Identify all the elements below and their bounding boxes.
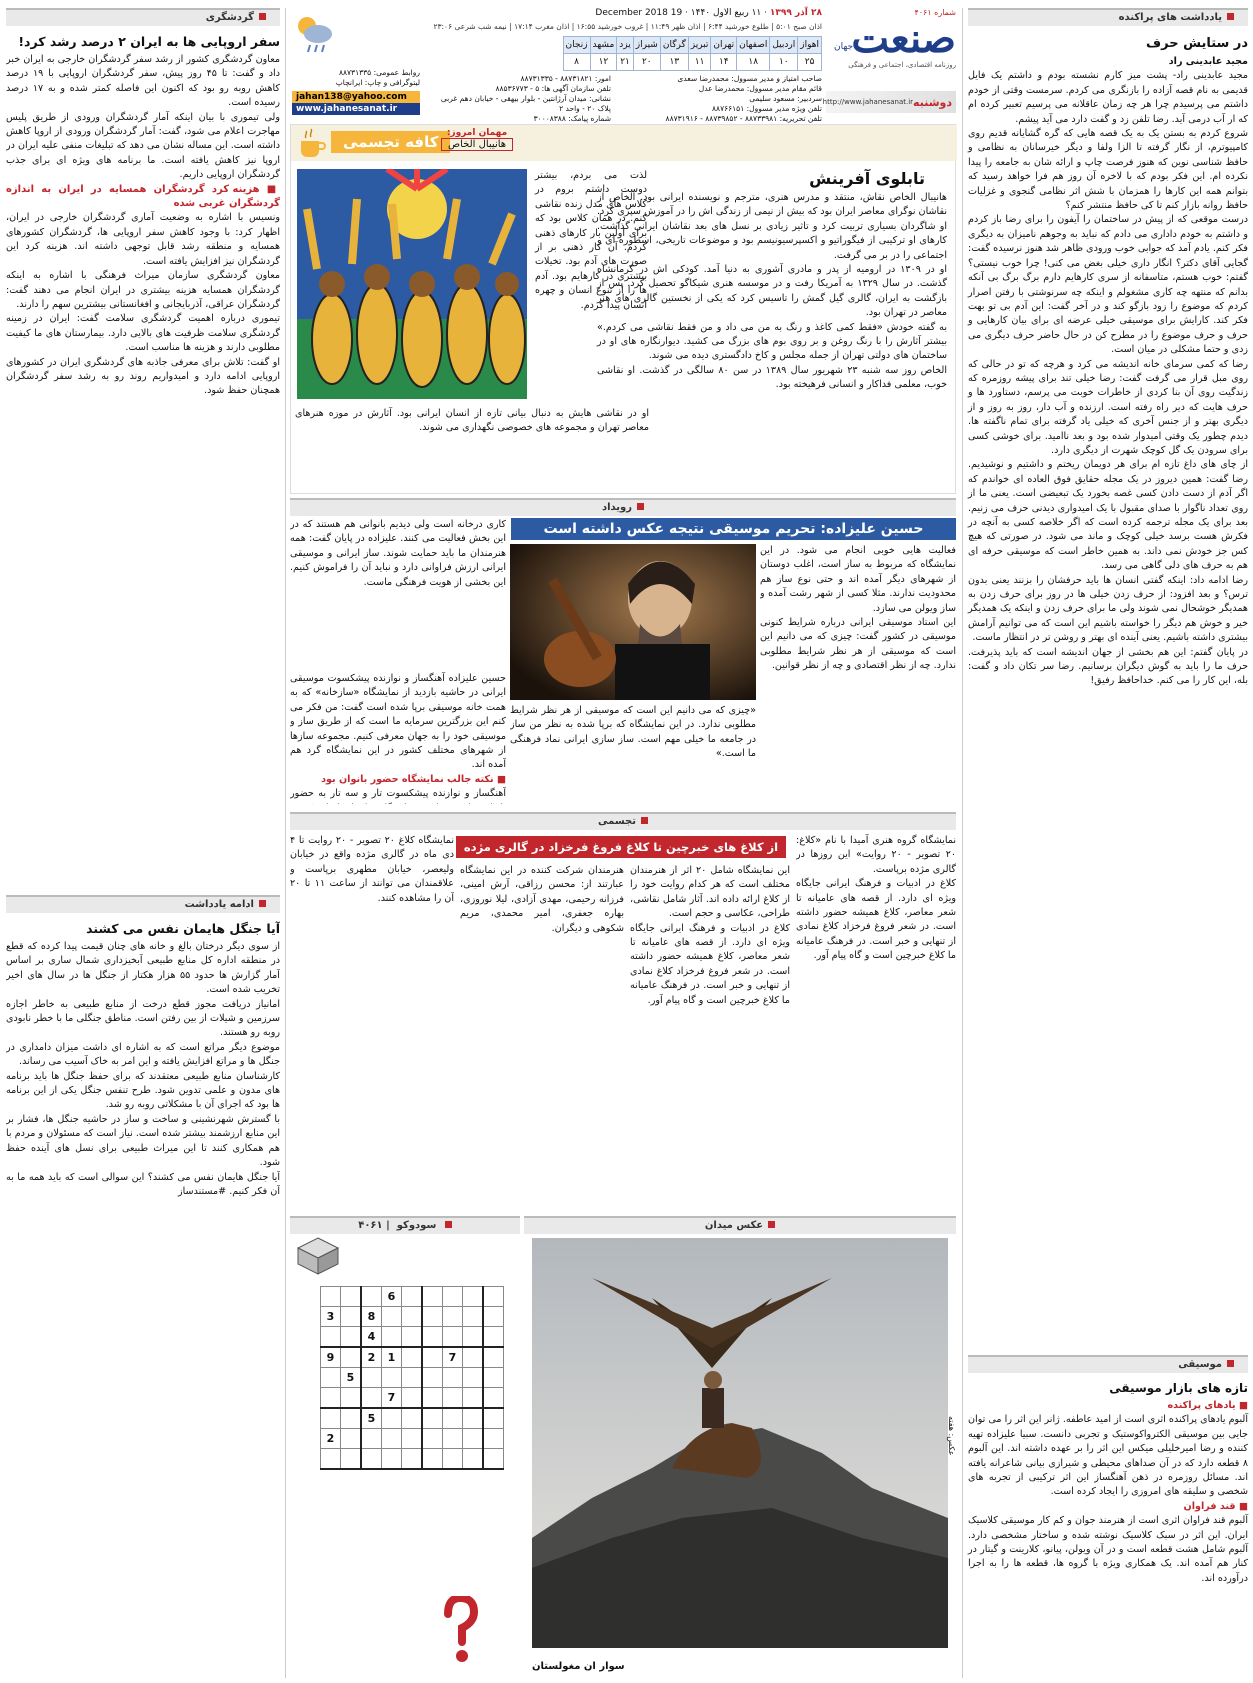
sudoku-cell[interactable] [483,1307,504,1327]
tourism-column [6,8,280,888]
sudoku-cell[interactable] [483,1449,504,1470]
section-header: یادداشت های پراکنده [968,8,1248,26]
sudoku-cell[interactable] [463,1347,484,1368]
article-paragraph: هانیبال الخاص نقاش، منتقد و مدرس هنری، مترجم و نویسنده ایرانی بود. الخاص از نقاشان نوگرای معاصر ایران بود که بیش از نیمی از زندگی اش را در آموزش سپری کرد. او شاگردان بسیاری تربیت کرد و تاثیر زیادی بر نسل های بعد نقاشان ایرانی گذاشت. کارهای او ترکیبی از فیگوراتیو و اکسپرسیونیسم بود و موضوعات تاریخی، اسطوره ای و اجتماعی را در بر می گرفت. [597,192,947,261]
sudoku-cell[interactable]: 7 [382,1388,402,1409]
article-paragraph: نمایشگاه کلاغ ۲۰ تصویر - ۲۰ روایت تا ۴ دی ماه در گالری مژده واقع در خیابان ولیعصر، خیابان مطهری برپاست و علاقمندان می توانند از ساعت ۱۱ تا ۲۰ آن را مشاهده کنند. [290,835,454,904]
section-header: ادامه یادداشت [6,895,280,913]
cafe-section [290,124,956,494]
article-subhead: ■ هزینه کرد گردشگران همسایه در ایران به اندازه گردشگران غربی شده [6,183,280,210]
sudoku-cell[interactable] [341,1347,362,1368]
sudoku-cell[interactable] [402,1449,423,1470]
sudoku-cell[interactable] [463,1408,484,1429]
date-line: ۲۸ آذر ۱۳۹۹ · ۱۱ ربیع الاول ۱۴۴۰ · 19 December 2018 [595,8,822,18]
masthead [290,8,956,123]
sudoku-cell[interactable] [402,1287,423,1307]
puzzle-label: سودوکو [396,1220,437,1231]
logo: صنعت [851,15,956,62]
article-paragraph: حسین علیزاده آهنگساز و نوازنده پیشکسوت موسیقی ایرانی در حاشیه بازدید از نمایشگاه «سازخانه» که به همت خانه موسیقی برپا شده است گفت: من فکر می کنم این بزرگترین سرمایه ما است که از طریق ساز و موسیقی خود را به جهان معرفی کنیم. مجموعه سازها از شهرهای مختلف کشور در این نمایشگاه گرد هم آمده اند. [290,673,506,771]
article-paragraph: موضوع دیگر مراتع است که به اشاره ای داشت میزان دامداری در جنگل ها و مراتع افزایش یافته و این امر به خاک آسیب می رساند. [6,1041,280,1068]
sudoku-cell[interactable] [321,1287,341,1307]
sudoku-cell[interactable] [463,1307,484,1327]
sudoku-cell[interactable] [483,1429,504,1449]
pray-times: اذان صبح ۵:۰۱ | طلوع خورشید ۶:۴۴ | اذان ظهر ۱۱:۴۹ | غروب خورشید ۱۶:۵۵ | اذان مغرب ۱۷:۱۴ | نیمه شب شرعی ۲۳:۰۶ [433,22,822,31]
article-paragraph: لذت می بردم، بیشتر دوست داشتم بروم در کلاس های مدل زنده نقاشی کنم. در همان کلاس بود که برای اولین بار کارهای ذهنی کردم. آن کار ذهنی بر از صورت های آدم بود. تخیلات بیشتری در کارهایم بود. آدم ها را از تنوع انسان و چهره انسان پیدا کردم. [535,170,647,311]
article-paragraph: «چیزی که می دانیم این است که موسیقی از هر نظر شرایط مطلوبی ندارد. در این نمایشگاه که برپا شده به نظر من ساز در جامعه ما خیلی مهم است. ساز سازی ایرانی نماد فرهنگی ما است.» [510,705,756,760]
news-section [290,498,956,808]
article-paragraph: تیموری درباره اهمیت گردشگری سلامت گفت: ایران در زمینه گردشگری سلامت ظرفیت های بالایی دارد. بیمارستان های ما کیفیت مطلوبی دارند و هزینه ها مناسب است. [6,313,280,354]
weather-city: شیراز [633,37,660,54]
sudoku-cell[interactable]: 2 [361,1347,382,1368]
article-paragraph: او گفت: تلاش برای معرفی جاذبه های گردشگری ایران در کشورهای اروپایی ادامه دارد و امیدواریم روند رو به رشد سفر گردشگران همچنان حفظ شود. [6,356,280,397]
address-line: شماره پیامک: ۳۰۰۰۸۳۸۸ [533,114,611,123]
article-paragraph: آیا جنگل هایمان نفس می کشند؟ این سوالی است که باید همه ما به آن فکر کنیم. #مستندساز [6,1171,280,1197]
staff-line: صاحب امتیاز و مدیر مسوول: محمدرضا سعدی [677,74,822,83]
sudoku-cell[interactable]: 7 [443,1347,463,1368]
sudoku-cell[interactable]: 4 [361,1327,382,1348]
staff-line: تلفن تحریریه: ۸۸۷۳۳۹۸۱ - ۸۸۷۳۹۸۵۲ - ۸۸۷۳۱۹۱۶ [665,114,822,123]
music-title: تازه های بازار موسیقی [1109,1381,1248,1395]
weather-city: تبریز [688,37,711,54]
sudoku-cell[interactable] [483,1408,504,1429]
article-paragraph: هنرمندان شرکت کننده در این نمایشگاه عبارتند از: محسن رزاقی، آرش امینی، فرزانه رحیمی، مهدی آزادی، لیلا نوروزی، بهاره جعفری، امیر محمدی، مریم شکوهی و دیگران. [460,865,624,934]
gallery-section [290,812,956,1210]
sudoku-cell[interactable] [483,1368,504,1388]
guest-box [441,128,513,151]
service-line: روابط عمومی: ۸۸۷۳۱۳۳۵ [338,68,420,77]
article-paragraph: فعالیت هایی خوبی انجام می شود. در این نمایشگاه که مربوط به ساز است، اغلب دوستان از شهرهای دیگر آمده اند و حتی نوع ساز هم محدودیت ندارند. مثلا کسی از شهر رشت آمده و ساز ویولن می سازد. [760,545,956,614]
article-paragraph: کلاغ در ادبیات و فرهنگ ایرانی جایگاه ویژه ای دارد. از قصه های عامیانه تا شعر معاصر، کلاغ همیشه حضور داشته است. در شعر فروغ فرخزاد کلاغ نمادی از تنهایی و خبر است. در فرهنگ عامیانه ما کلاغ خبرچین است و گاه پیام آور. [630,922,790,1006]
sudoku-cell[interactable] [321,1449,341,1470]
sudoku-cell[interactable] [402,1347,423,1368]
note-column [6,895,280,1678]
cafe-quote [535,169,647,313]
sudoku-cell[interactable] [361,1368,382,1388]
article-paragraph: رضا ادامه داد: اینکه گفتی انسان ها باید حرفشان را بزنند یعنی بدون ترس؟ و بعد افزود: از حرف زدن خیلی ها در روز برای حرف زدن به همدیگر خوشحال نمی شوند ولی ما برای حرف زدن و اینکه یک همدیگر خیر و خوش هم دیگر را خواسته باشیم این است که می توانیم آرامش بیشتری داشته باشیم. یعنی آینده ای بهتر و روشن تر در انتظار ماست. [968,574,1248,644]
photo-caption: سوار ان مغولستان [532,1661,625,1672]
sudoku-cell[interactable] [361,1449,382,1470]
weather-city: اردبیل [770,37,798,54]
logo-block [822,8,956,120]
logo-sub: جهان [834,42,854,52]
sudoku-cell[interactable] [402,1408,423,1429]
section-header: رویداد [290,498,956,516]
address-line: نشانی: میدان آرژانتین - بلوار بیهقی - خیابان دهم غربی [440,94,611,103]
article-paragraph: امانیاز دریافت مجوز قطع درخت از منابع طبیعی به خاطر اجازه سرزمین و شیلات از بین رفتن است. مناطق جنگلی ما با خطر نابودی روبه رو هستند. [6,998,280,1039]
sudoku-cell[interactable] [483,1388,504,1409]
article-paragraph: آهنگساز و نوازنده پیشکسوت تار و سه تار به حضور [290,788,506,800]
sudoku-cell[interactable] [463,1287,484,1307]
address-line: امور: ۸۸۷۳۱۸۲۱ - ۸۸۷۳۱۳۳۵ [520,74,611,83]
weather-city: یزد [617,37,633,54]
weather-temp: ۱۰ [770,54,798,71]
article-paragraph: او در نقاشی هایش به دنبال بیانی تازه از انسان ایرانی بود. آثارش در موزه هنرهای معاصر تهران و مجموعه های خصوصی نگهداری می شوند. [295,408,649,434]
section-header: تجسمی [290,812,956,830]
section-header: گردشگری [6,8,280,26]
sudoku-cell[interactable] [382,1368,402,1388]
sudoku-cell[interactable] [443,1429,463,1449]
staff-line: قائم مقام مدیر مسوول: محمدرضا عدل [698,84,822,93]
site-url[interactable]: http://www.jahanesanat.ir [822,98,914,106]
sudoku-cell[interactable]: 9 [321,1347,341,1368]
sudoku-cell[interactable] [463,1368,484,1388]
field-photo [532,1238,948,1648]
weather-temp: ۲۵ [798,54,822,71]
article-author: مجید عابدینی راد [1168,56,1248,67]
sudoku-cell[interactable] [483,1347,504,1368]
article-paragraph: از چای های داغ تازه ام برای هر دویمان ریختم و داشتیم و نوشیدیم. رضا گفت: همین دیروز در یک مجله حقایق فوق العاده ای خواندم که اگر آدم از دست دادن کسی غصه بخورد یک تبعیضی است. یعنی ما از روی تعداد ناگوار با صدای مقبول با یک امیدواری دیدنی حرف می زنیم. بعد برای یک مجله ترجمه کرده است که اگر خلاصه کسی به آنچه در فکرش هست برسد خیلی کوچک و ماند می شود. در صورتی که هیچ کس جز خودش نمی داند. به همین خاطر است که موسیقی حرفه ای هم به حرف های دلی گاهی می رسد. [968,459,1248,572]
sudoku-cell[interactable] [422,1429,443,1449]
guest-label: مهمان امروز: [446,128,508,138]
weather-city: اصفهان [737,37,770,54]
sudoku-cell[interactable] [361,1429,382,1449]
sudoku-cell[interactable] [321,1327,341,1348]
weekday: دوشنبه [913,95,952,109]
sudoku-cell[interactable] [483,1327,504,1348]
weather-temp: ۱۸ [737,54,770,71]
service-line: لیتوگرافی و چاپ: ایرانچاپ [335,78,420,87]
puzzle-number: ۴۰۶۱ [358,1220,383,1231]
weather-temp: ۸ [563,54,590,71]
sudoku-cell[interactable] [382,1449,402,1470]
address-box [421,74,611,124]
site-banner[interactable]: www.jahanesanat.ir [292,103,420,115]
article-paragraph: در پایان گفتم: این هم بخشی از جهان اندیشه است که باید پذیرفت. حرف ما را باید به گوش دیگران برسانیم. رضا سر تکان داد و گفت: بله، این کار را می کنم. خداحافظ رفیق! [968,646,1248,687]
music-item-text: آلبوم یادهای پراکنده اثری است از امید عاطفه. ژانر این اثر را می توان جایی بین موسیقی الکترواکوستیک و تجربی دانست. سبیا علیزاده تهیه کننده و رضا امیرخلیلی میکس این اثر را بر عهده داشته اند. این آلبوم ۸ قطعه دارد که در آن صداهای محیطی و شیرازی بیانی شاعرانه یافته اند. مسائل روزمره در ذهن آهنگساز این اثر ترکیبی از تجربه های شخصی و سلیقه های امروزی را ایجاد کرده است. [968,1414,1248,1498]
sudoku-cell[interactable]: 1 [382,1347,402,1368]
article-paragraph: با گسترش شهرنشینی و ساخت و ساز در حاشیه جنگل ها، فشار بر این منابع ارزشمند بیشتر شده است. نیاز است که مسئولان و مردم با هم همکاری کنند تا این میراث طبیعی برای نسل های آینده حفظ شود. [6,1113,280,1169]
sudoku-cell[interactable] [341,1327,362,1348]
address-line: تلفن سازمان آگهی ها: ۵ - ۸۸۵۳۶۷۷۳ [495,84,611,93]
cafe-banner [291,125,957,161]
date-fa: ۲۸ آذر ۱۳۹۹ [769,8,822,18]
sudoku-cell[interactable] [483,1287,504,1307]
cafe-title-banner: کافه تجسمی [331,131,450,153]
weather-city: مشهد [590,37,617,54]
article-paragraph: معاون گردشگری کشور از رشد سفر گردشگران خارجی به ایران خبر داد و گفت: تا ۴۵ روز پیش، سفر گردشگران اروپایی با ۱۹ درصد کاهش روبه رو بود که اکنون این فاصله کمتر شده و به ۱۷ درصد رسیده است. [6,54,280,109]
article-paragraph: الخاص روز سه شنبه ۲۳ شهریور سال ۱۳۸۹ در سن ۸۰ سالگی در گذشت. او نقاشی خوب، معلمی فداکار و انسانی فرهیخته بود. [597,364,947,391]
email-banner[interactable]: jahan138@yahoo.com [292,91,420,103]
question-mark-icon [440,1596,480,1670]
article-paragraph: از سوی دیگر درختان بالغ و خانه های چنان قیمت پیدا کرده که قطع در منطقه اداره کل منابع طبیعی آبخیزداری شمال ساری بر اساس آمار گزارش ها حدود ۵۵ هزار هکتار از جنگل ها در سال های اخیر تخریب شده است. [6,941,280,996]
news-title-bar: حسین علیزاده: تحریم موسیقی نتیجه عکس داشته است [511,518,956,540]
sudoku-cell[interactable] [443,1388,463,1409]
weather-table [563,36,822,71]
weather-city: زنجان [563,37,590,54]
sudoku-grid[interactable] [320,1286,504,1470]
sudoku-cell[interactable] [443,1287,463,1307]
weather-city: تهران [711,37,737,54]
sudoku-cell[interactable]: 5 [341,1368,362,1388]
sudoku-cell[interactable] [382,1429,402,1449]
sudoku-cell[interactable]: 3 [321,1307,341,1327]
staff-line: تلفن ویژه مدیر مسوول: ۸۸۷۶۶۱۵۱ [712,104,822,113]
weather-temp: ۱۳ [660,54,688,71]
weather-city: اهواز [798,37,822,54]
article-paragraph: معاون گردشگری سازمان میراث فرهنگی با اشاره به اینکه گردشگران همسایه هزینه بیشتری در ایران انجام می دهند گفت: گردشگران عراقی، آذربایجانی و افغانستانی بیشترین سهم را دارند. [6,270,280,310]
photo-section [524,1216,956,1678]
date-en: 19 December 2018 [595,8,683,18]
article-paragraph: این استاد موسیقی ایرانی درباره شرایط کنونی موسیقی در کشور گفت: چیزی که می دانیم این است که موسیقی از هر نظر شرایط مطلوبی ندارد. چه از نظر اقتصادی و چه از نظر قوانین. [760,617,956,672]
sudoku-cell[interactable] [443,1449,463,1470]
sudoku-cell[interactable] [402,1368,423,1388]
sudoku-cell[interactable] [443,1307,463,1327]
sudoku-cell[interactable]: 2 [321,1429,341,1449]
sudoku-cell[interactable] [422,1327,443,1348]
sudoku-cell[interactable] [463,1449,484,1470]
article-paragraph: کارشناسان منابع طبیعی معتقدند که برای حفظ جنگل ها باید برنامه های مدون و علمی تدوین شود. طرح تنفس جنگل یکی از این برنامه ها بود که اجرای آن با مشکلاتی روبه رو شد. [6,1070,280,1111]
music-box [968,1355,1248,1678]
article-title: در ستایش حرف [1146,36,1248,51]
weather-icon [292,12,336,56]
cafe-text [597,191,947,393]
sudoku-cell[interactable] [422,1388,443,1409]
news-photo [510,544,756,700]
logo-band [822,91,956,113]
sudoku-cell[interactable] [341,1307,362,1327]
sudoku-cell[interactable]: 6 [382,1287,402,1307]
guest-name: هانیبال الخاص [441,138,513,151]
sudoku-cell[interactable] [321,1388,341,1409]
sudoku-cell[interactable]: 8 [361,1307,382,1327]
weather-temp: ۱۴ [711,54,737,71]
sudoku-cell[interactable] [422,1368,443,1388]
section-header: عکس میدان [524,1216,956,1234]
article-paragraph: این نمایشگاه شامل ۲۰ اثر از هنرمندان مختلف است که هر کدام روایت خود را از کلاغ ارائه داده اند. آثار شامل نقاشی، طراحی، عکاسی و حجم است. [630,865,790,920]
staff-line: سردبیر: مسعود سلیمی [749,94,822,103]
article-paragraph: رضا که کمی سرمای خانه اندیشه می کرد و هرچه که تو در حالی که روی مبل قرار می گرفت گفت: رضا خیلی تند برای پیشه روزمره که زندگیت روی آن بنا کردی از خاطرات خوبت می پرسم، دستاورد ها و حرف هایت که دیر راه رفته است. ارزنده و آب دار، روز به روز و از دیگری بهتر و از جنس آخری که خیلی یاد گرفته برای تمام ناگفته ها. دیدم چطور یک وقتی امیدوار شده بود و بعد ناامید. برای خوشی کسی برای سرودن یک گل کوچک شهرت از دیگری دارد. [968,358,1248,456]
painting-image [297,169,527,399]
sudoku-cell[interactable] [341,1287,362,1307]
article-paragraph: کلاغ در ادبیات و فرهنگ ایرانی جایگاه ویژه ای دارد. از قصه های عامیانه تا شعر معاصر، کلاغ همیشه حضور داشته است. در شعر فروغ فرخزاد کلاغ نمادی از تنهایی و خبر است. در فرهنگ عامیانه ما کلاغ خبرچین است و گاه پیام آور. [796,878,956,962]
sudoku-cell[interactable] [402,1307,423,1327]
sudoku-cell[interactable] [321,1368,341,1388]
sudoku-cell[interactable] [341,1449,362,1470]
article-paragraph: ونسیس با اشاره به وضعیت آماری گردشگران خارجی در ایران، اظهار کرد: با وجود کاهش سفر اروپایی ها، گردشگران کشورهای همسایه و منطقه رشد قابل توجهی داشته اند. هزینه کرد این گردشگران نیز افزایش یافته است. [6,212,280,267]
music-item-head: ■ قند فراوان [1183,1500,1248,1512]
sudoku-cell[interactable] [422,1287,443,1307]
article-paragraph: مجید عابدینی راد- پشت میز کارم نشسته بودم و داشتم یک فایل قدیمی به نام قصه آزاده را بازنگری می کردم. سرمست وقتی از خودم داشتم می پرسیدم چرا هر چه زمان عاقلانه می پرسیم تعبیر کرده ام که ار آب درمی آید. رضا تلفن زد و گفت دارد می آید پیشم. [968,70,1248,125]
sudoku-cell[interactable] [422,1307,443,1327]
section-header: موسیقی [968,1355,1248,1373]
sudoku-cell[interactable] [463,1327,484,1348]
sudoku-cell[interactable] [443,1327,463,1348]
sudoku-cell[interactable] [321,1408,341,1429]
music-item-head: ■ یادهای پراکنده [1167,1400,1248,1411]
sudoku-cell[interactable] [443,1408,463,1429]
sudoku-cell[interactable] [341,1388,362,1409]
article-paragraph: او در ۱۳۰۹ در ارومیه از پدر و مادری آشوری به دنیا آمد. کودکی اش در کرمانشاه گذشت. در سال ۱۳۲۹ به آمریکا رفت و در موسسه هنری شیکاگو تحصیل کرد. پس از بازگشت به ایران، گالری گیل گمش را تاسیس کرد که یکی از نخستین گالری های هنر معاصر در تهران بود. [597,264,947,319]
address-line: پلاک ۲۰ - واحد ۲ [559,104,611,113]
sudoku-cell[interactable] [341,1429,362,1449]
article-paragraph: شروع کردم به بستن یک به یک قصه هایی که گره گشایانه قدیم روی کامپیوترم، از نگار گرفته تا الزا ولفا و دیگر خیرسانان به نظامی و حافظ شناسی نوین که هنوز فرصت چاپ و ارائه شان به جامعه را پیدا نکرده ام. این فکر بودم که با لاخره آن روز هم فرا خواهد رسید که بتوانم همه این کارها را همزمان با شش اثر نظامی گنجوی و غزلیات حافظ روانه بازار کنم تا کی حافظ منتشر کنم؟ [968,128,1248,212]
sudoku-cell[interactable] [463,1388,484,1409]
article-subhead: ■ نکته جالب نمایشگاه حضور بانوان بود [321,773,506,785]
sudoku-cell[interactable] [463,1429,484,1449]
sudoku-cell[interactable] [443,1368,463,1388]
music-item-text: آلبوم قند فراوان اثری است از هنرمند جوان و کم کار موسیقی کلاسیک ایران. این اثر در سبک کلاسیک نوشته شده و ساختار مشخصی دارد. آلبوم شامل هشت قطعه است و در آن ویولن، پیانو، کلارینت و گیتار در کنار هم آمده اند. یک همکاری ویژه با گروه ها، قطعه ها را به اجرا درآورده اند. [968,1515,1248,1584]
article-title: آیا جنگل هایمان نفس می کشند [86,921,280,936]
sudoku-cell[interactable] [402,1388,423,1409]
sudoku-cell[interactable] [422,1408,443,1429]
date-ar: ۱۱ ربیع الاول ۱۴۴۰ [690,8,762,18]
coffee-icon [297,127,327,163]
sudoku-cell[interactable] [422,1449,443,1470]
sudoku-cell[interactable] [382,1307,402,1327]
sudoku-cell[interactable] [361,1388,382,1409]
sudoku-cell[interactable]: 5 [361,1408,382,1429]
gallery-title-bar: از کلاغ های خبرچین تا کلاغ فروغ فرخزاد در گالری مژده [456,836,786,858]
sudoku-cell[interactable] [382,1327,402,1348]
article-title: سفر اروپایی ها به ایران ۲ درصد رشد کرد! [18,34,280,49]
article-paragraph: نمایشگاه گروه هنری آمیدا با نام «کلاغ: ۲۰ تصویر - ۲۰ روایت» این روزها در گالری مژده برپاست. [796,835,956,875]
photo-credit: عکس: هفته [947,1416,956,1456]
sudoku-cell[interactable] [422,1347,443,1368]
article-paragraph: ولی تیموری با بیان اینکه آمار گردشگران ورودی از طریق پلیس مهاجرت اعلام می شود، گفت: آمار گردشگران ورودی از اروپا کاهش داشته است. این مساله نشان می دهد که تبلیغات منفی علیه ایران در اروپا نیز کاهش یافته است. ما برنامه های ویژه ای برای جذب گردشگران اروپایی داریم. [6,111,280,181]
weather-temp: ۲۰ [633,54,660,71]
article-paragraph: به گفته خودش «فقط کمی کاغذ و رنگ به من می داد و من فقط نقاشی می کردم.» بیشتر آثارش را با رنگ روغن و بر روی بوم های بزرگ می کشید. دیوارنگاره های او در ساختمان های دولتی تهران از جمله مجلس و کاخ دادگستری دیده می شوند. [597,321,947,362]
article-paragraph: درست موقعی که از پیش در ساختمان را آیفون را برای رضا باز کردم و داشتم به خودم داداری می دادم که نباید به وجوهم نامیزان به دیگری فکر کنم. یادم آمد که جوابی خوب ورودی ظاهر شد هنوز نرسیده گفت: گجایی آقای دکتر؟ انگار داری خیلی بغض می کنی! چرا خوب نیستی؟ گفتم: خوب هستم، متاسفانه از سری کارهایم دارم برگ برگ بی آنکه بدانم که منتهه چه کاری مشغولم و اینکه چه سرنوشتی با رفتن اصرار کردم که موضوع را زود بازگو کند و در آخر گفت: این آدم بی تو بهت فکر کند. کارایش برای موسیقی خیلی عرضه ای برای بیان کارهایی و حرف و حرف موضوع را در مطرح کن در حال حاضر حرف دیگری می زدی و حتما مشکلی در میان است. [968,214,1248,356]
weather-temp: ۱۲ [590,54,617,71]
sudoku-section [290,1216,520,1678]
sudoku-cell[interactable] [341,1408,362,1429]
tagline: روزنامه اقتصادی، اجتماعی و فرهنگی [848,61,956,69]
weather-temp: ۱۱ [688,54,711,71]
sudoku-cell[interactable] [402,1327,423,1348]
sudoku-cell[interactable] [402,1429,423,1449]
issue-number: شماره ۴۰۶۱ [914,8,956,17]
article-paragraph: کاری درخانه است ولی دیدیم بانوانی هم هستند که در این بخش فعالیت می کنند. علیزاده در پایان گفت: همه هنرمندان ما باید حمایت شوند. ساز ایرانی و موسیقی ایرانی ارزش فراوانی دارد و نباید آن را فراموش کنیم. این بخشی از هویت فرهنگی ماست. [290,519,506,588]
weather-temp: ۲۱ [617,54,633,71]
sudoku-cell[interactable] [361,1287,382,1307]
sudoku-cube-icon [296,1236,340,1276]
contact-box [292,68,420,115]
staff-box [617,74,822,124]
sudoku-cell[interactable] [382,1408,402,1429]
cafe-article-title: تابلوی آفرینش [809,169,925,188]
weather-city: گرگان [660,37,688,54]
section-header: سودوکو | ۴۰۶۱ [290,1216,520,1234]
